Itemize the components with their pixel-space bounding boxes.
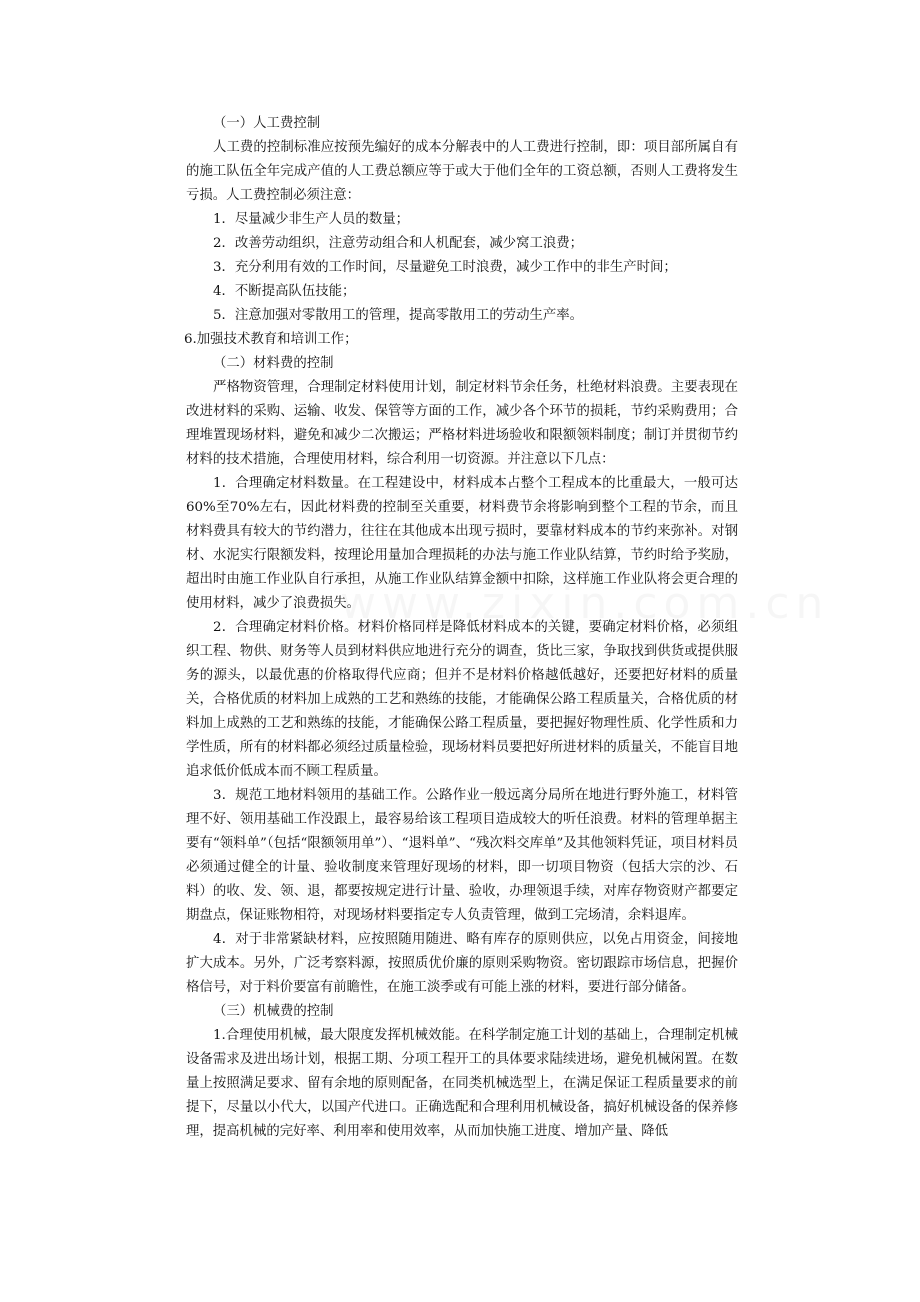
paragraph-material-site: 3．规范工地材料领用的基础工作。公路作业一般远离分局所在地进行野外施工，材料管理不好、领用基础工作没跟上，最容易给该工程项目造成较大的听任浪费。材料的管理单据主要有“领料单”（包括“限额领用单”）、“退料单”、“残次料交库单”及其他领料凭证，项目材料员必须通过健全的计量、验收制度来管理好现场的材料，即一切项目物资（包括大宗的沙、石料）的收、发、领、退，都要按规定进行计量、验收，办理领退手续，对库存物资财产都要定期盘点，保证账物相符，对现场材料要指定专人负责管理，做到工完场清，余料退库。	[186, 788, 738, 923]
document-body	[186, 112, 738, 1144]
section-heading-material: （二）材料费的控制	[213, 356, 334, 371]
list-item: 4．不断提高队伍技能；	[213, 284, 356, 299]
list-item-training: 6.加强技术教育和培训工作；	[184, 332, 358, 347]
paragraph-material-intro: 严格物资管理，合理制定材料使用计划，制定材料节余任务，杜绝材料浪费。主要表现在改进材料的采购、运输、收发、保管等方面的工作，减少各个环节的损耗，节约采购费用；合理堆置现场材料，避免和减少二次搬运；严格材料进场验收和限额领料制度；制订并贯彻节约材料的技术措施，合理使用材料，综合利用一切资源。并注意以下几点：	[186, 380, 738, 467]
section-heading-machinery: （三）机械费的控制	[213, 1004, 334, 1019]
paragraph-material-scarce: 4．对于非常紧缺材料，应按照随用随进、略有库存的原则供应，以免占用资金，间接地扩大成本。另外，广泛考察料源，按照质优价廉的原则采购物资。密切跟踪市场信息，把握价格信号，对于料价要富有前瞻性，在施工淡季或有可能上涨的材料，要进行部分储备。	[186, 932, 738, 995]
list-item: 5．注意加强对零散用工的管理，提高零散用工的劳动生产率。	[213, 308, 584, 323]
section-heading-labor: （一）人工费控制	[213, 116, 321, 131]
list-item: 3．充分利用有效的工作时间，尽量避免工时浪费，减少工作中的非生产时间；	[213, 260, 677, 275]
list-item: 1．尽量减少非生产人员的数量；	[213, 212, 409, 227]
list-item: 2．改善劳动组织，注意劳动组合和人机配套，减少窝工浪费；	[213, 236, 584, 251]
paragraph-material-quantity: 1．合理确定材料数量。在工程建设中，材料成本占整个工程成本的比重最大，一般可达60%至70%左右，因此材料费的控制至关重要，材料费节余将影响到整个工程的节余，而且材料费具有较大的节约潜力，往往在其他成本出现亏损时，要靠材料成本的节约来弥补。对钢材、水泥实行限额发料，按理论用量加合理损耗的办法与施工作业队结算，节约时给予奖励，超出时由施工作业队自行承担，从施工作业队结算金额中扣除，这样施工作业队将会更合理的使用材料，减少了浪费损失。	[186, 476, 738, 611]
paragraph-machinery-use: 1.合理使用机械，最大限度发挥机械效能。在科学制定施工计划的基础上，合理制定机械设备需求及进出场计划，根据工期、分项工程开工的具体要求陆续进场，避免机械闲置。在数量上按照满足要求、留有余地的原则配备，在同类机械选型上，在满足保证工程质量要求的前提下，尽量以小代大，以国产代进口。正确选配和合理利用机械设备，搞好机械设备的保养修理，提高机械的完好率、利用率和使用效率，从而加快施工进度、增加产量、降低	[186, 1028, 738, 1139]
paragraph-material-price: 2．合理确定材料价格。材料价格同样是降低材料成本的关键，要确定材料价格，必须组织工程、物供、财务等人员到材料供应地进行充分的调查，货比三家，争取找到供货或提供服务的源头，以最优惠的价格取得代应商；但并不是材料价格越低越好，还要把好材料的质量关，合格优质的材料加上成熟的工艺和熟练的技能，才能确保公路工程质量关，合格优质的材料加上成熟的工艺和熟练的技能，才能确保公路工程质量，要把握好物理性质、化学性质和力学性质，所有的材料都必须经过质量检验，现场材料员要把好所进材料的质量关，不能盲目地追求低价低成本而不顾工程质量。	[186, 620, 738, 779]
paragraph-labor-intro: 人工费的控制标准应按预先编好的成本分解表中的人工费进行控制，即：项目部所属自有的施工队伍全年完成产值的人工费总额应等于或大于他们全年的工资总额，否则人工费将发生亏损。人工费控制必须注意：	[186, 140, 738, 203]
